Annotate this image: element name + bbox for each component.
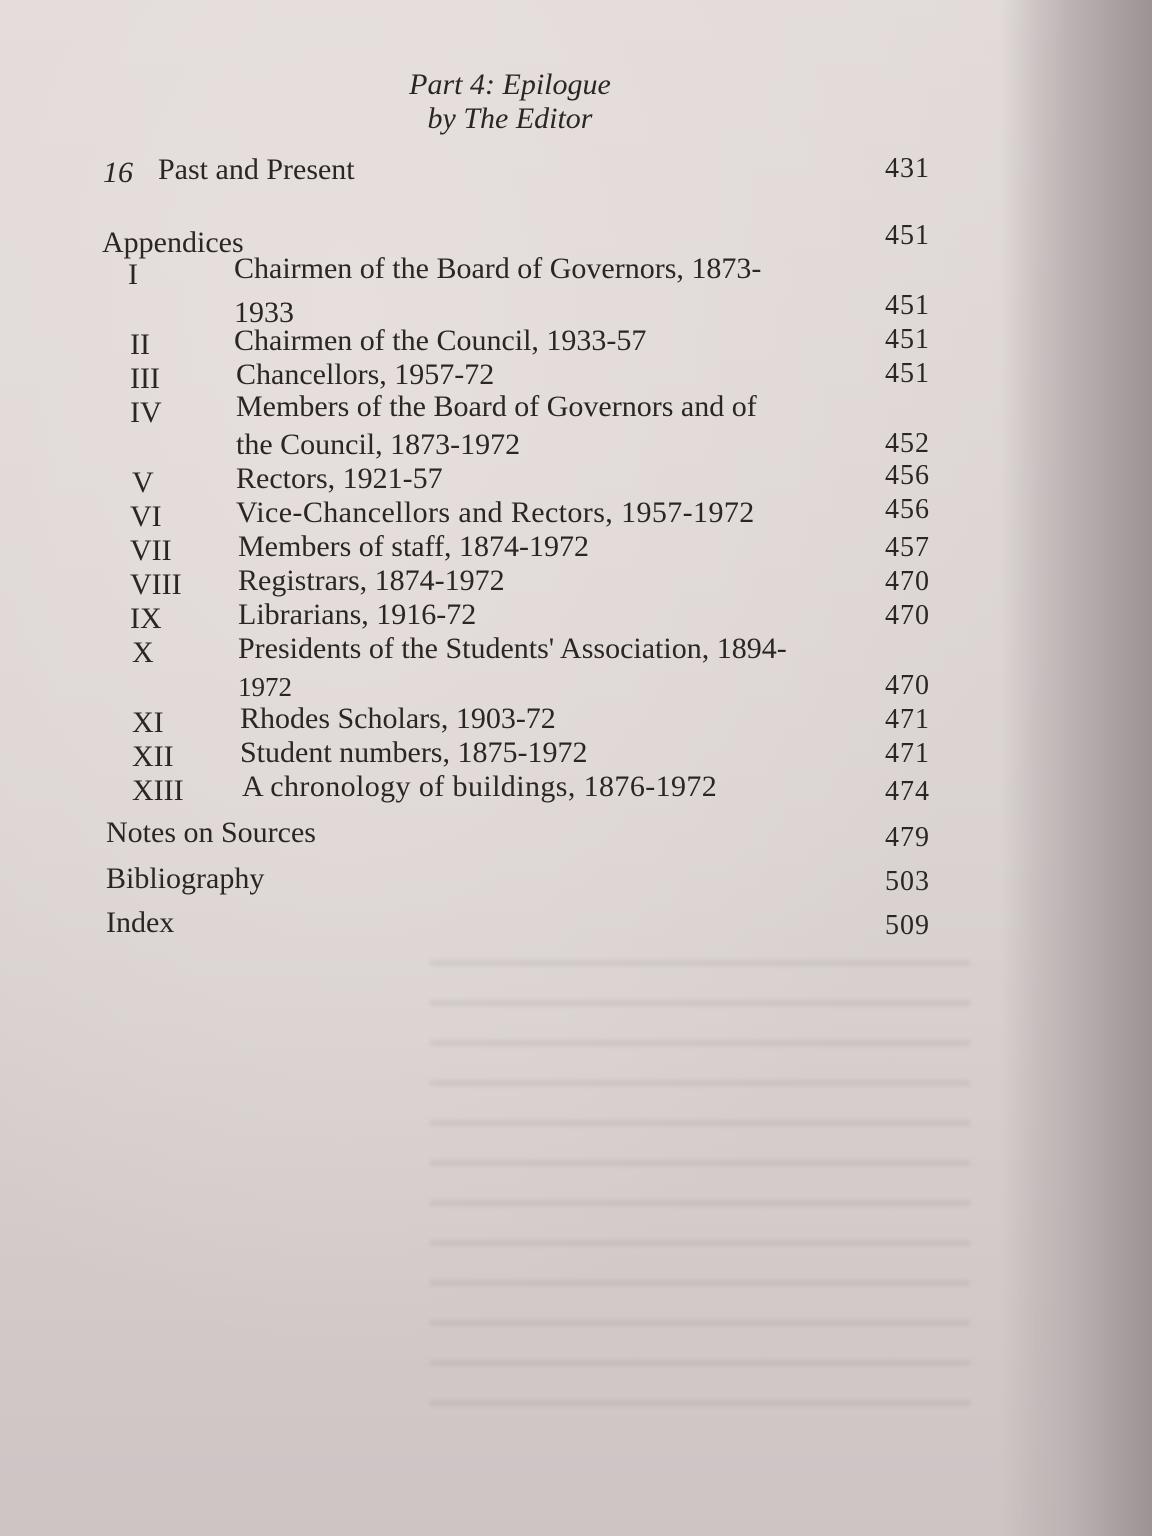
appendix-page: 456 [885, 460, 930, 491]
appendix-numeral: XI [132, 706, 164, 739]
appendix-page: 470 [885, 566, 930, 597]
show-through-text [430, 960, 970, 1440]
appendix-page: 451 [885, 324, 930, 355]
appendix-page: 456 [885, 494, 930, 525]
appendix-page: 457 [885, 532, 930, 563]
appendix-numeral: VII [130, 534, 172, 567]
page-gutter-shadow [1000, 0, 1152, 1536]
chapter-number: 16 [103, 156, 133, 189]
appendix-numeral: V [132, 466, 154, 499]
appendix-title: Members of staff, 1874-1972 [238, 530, 590, 563]
appendix-title: Chairmen of the Council, 1933-57 [234, 324, 647, 357]
chapter-title: Past and Present [158, 153, 355, 186]
back-matter-page: 479 [885, 822, 930, 853]
appendix-numeral: VIII [130, 568, 182, 601]
chapter-page: 431 [885, 153, 930, 184]
appendix-title: Rhodes Scholars, 1903-72 [240, 702, 556, 735]
appendix-title: Chancellors, 1957-72 [236, 358, 495, 391]
part-heading-line1: Part 4: Epilogue [409, 68, 611, 101]
appendix-numeral: II [130, 328, 150, 361]
appendix-title-continued: the Council, 1873-1972 [236, 428, 521, 461]
back-matter-title: Index [106, 906, 175, 939]
appendix-title: Rectors, 1921-57 [236, 462, 443, 495]
appendix-title: A chronology of buildings, 1876-1972 [242, 770, 718, 803]
appendix-numeral: VI [130, 500, 162, 533]
appendix-numeral: III [130, 362, 160, 395]
appendix-title: Members of the Board of Governors and of [236, 390, 757, 423]
appendix-page: 471 [885, 704, 930, 735]
appendix-page: 470 [885, 670, 930, 701]
appendix-numeral: IX [130, 602, 162, 635]
appendix-page: 474 [885, 776, 930, 807]
appendix-numeral: X [132, 636, 154, 669]
appendix-title: Student numbers, 1875-1972 [240, 736, 588, 769]
appendices-title: Appendices [102, 226, 244, 259]
appendix-title: Librarians, 1916-72 [238, 598, 477, 631]
appendix-title: Chairmen of the Board of Governors, 1873- [234, 252, 762, 285]
appendix-page: 452 [885, 428, 930, 459]
appendix-title: Presidents of the Students' Association, 1894- [238, 632, 787, 665]
appendix-title-continued: 1933 [234, 296, 294, 329]
appendix-page: 470 [885, 600, 930, 631]
part-heading-line2: by The Editor [427, 102, 593, 135]
appendix-title: Registrars, 1874-1972 [238, 564, 505, 597]
appendix-numeral: XIII [132, 774, 184, 807]
appendix-numeral: IV [130, 396, 162, 429]
back-matter-page: 509 [885, 910, 930, 941]
appendix-page: 471 [885, 738, 930, 769]
appendix-numeral: I [128, 258, 138, 291]
appendix-title: Vice-Chancellors and Rectors, 1957-1972 [236, 496, 755, 529]
back-matter-page: 503 [885, 866, 930, 897]
back-matter-title: Bibliography [106, 862, 265, 895]
appendices-page: 451 [885, 220, 930, 251]
appendix-title-continued: 1972 [238, 672, 292, 702]
appendix-page: 451 [885, 358, 930, 389]
appendix-page: 451 [885, 290, 930, 321]
appendix-numeral: XII [132, 740, 174, 773]
back-matter-title: Notes on Sources [106, 816, 316, 849]
